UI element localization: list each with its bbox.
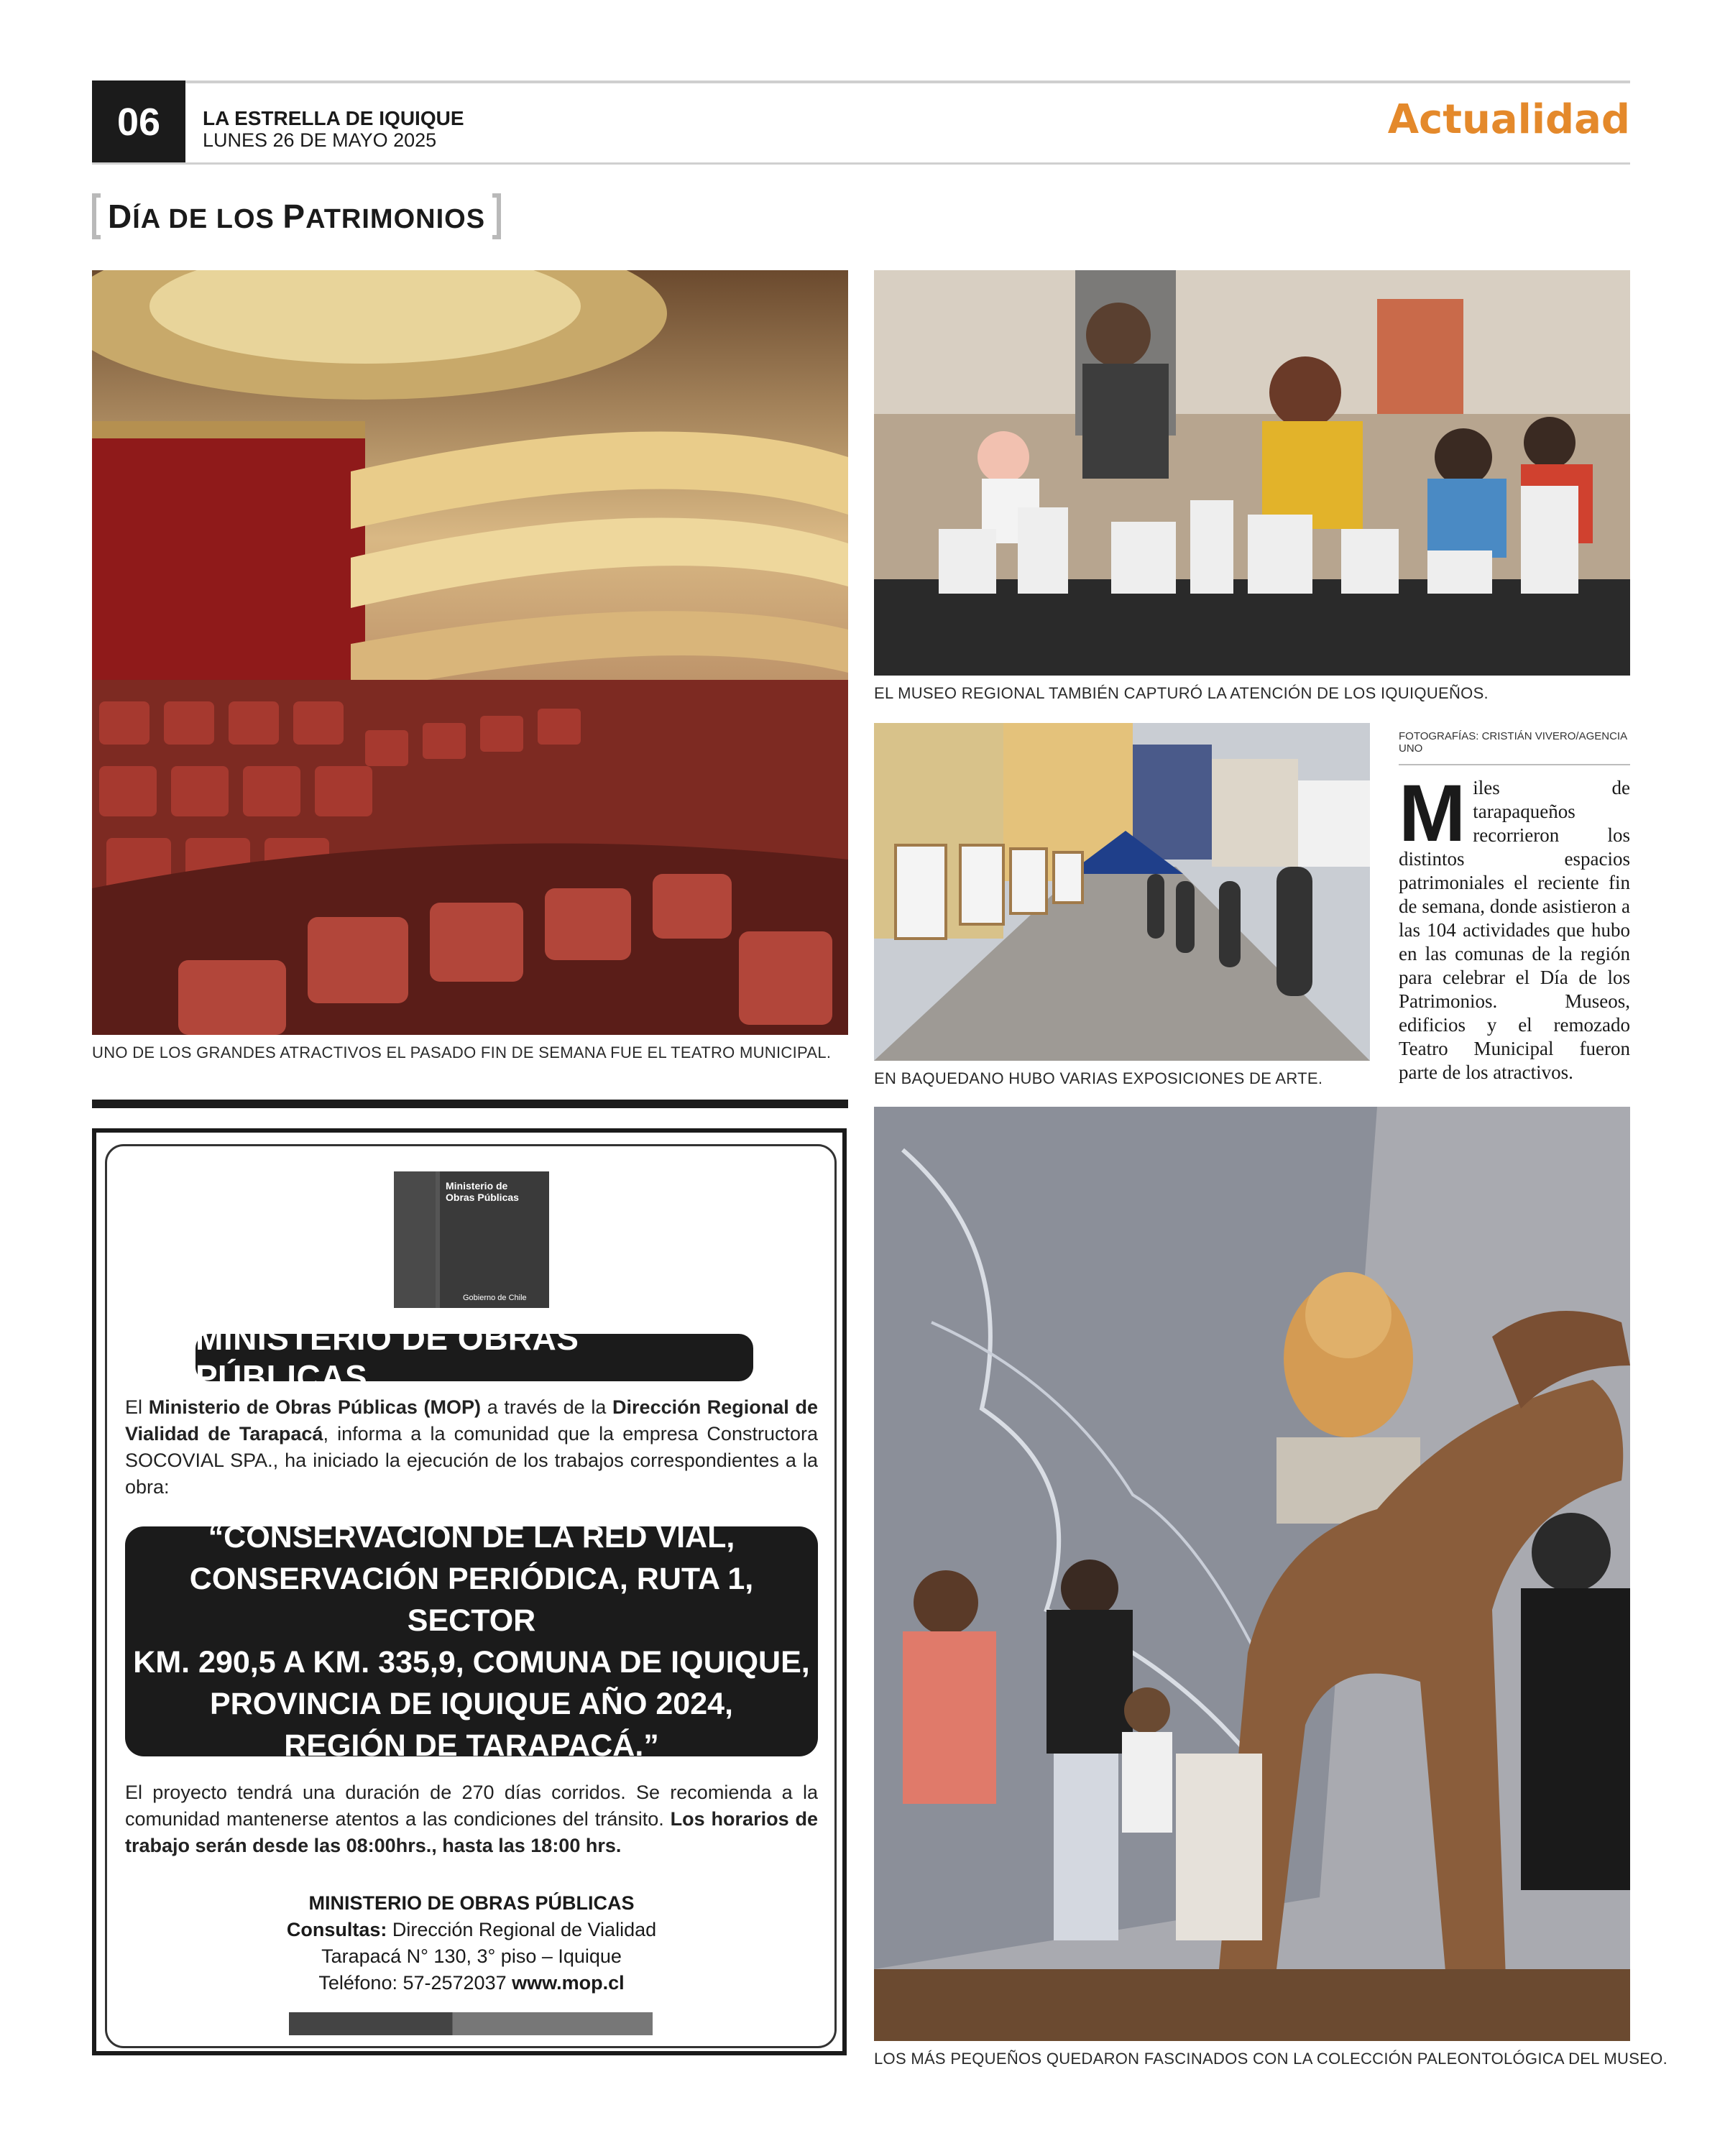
logo-divider xyxy=(436,1171,440,1308)
logo-government-text: Gobierno de Chile xyxy=(463,1294,527,1302)
fossil-caption: LOS MÁS PEQUEÑOS QUEDARON FASCINADOS CON LA COLECCIÓN PALEONTOLÓGICA DEL MUSEO. xyxy=(874,2050,1668,2068)
project-title-line: “CONSERVACIÓN DE LA RED VIAL, xyxy=(208,1520,735,1554)
kicker-bracket-left xyxy=(92,193,101,239)
fossil-photo xyxy=(874,1107,1630,2041)
ad-contact xyxy=(125,1890,818,1996)
kicker-text: DÍA DE LOS PATRIMONIOS xyxy=(108,198,486,235)
project-title-line: CONSERVACIÓN PERIÓDICA, RUTA 1, SECTOR xyxy=(189,1562,754,1638)
contact-address: Tarapacá N° 130, 3° piso – Iquique xyxy=(321,1945,622,1967)
section-kicker xyxy=(92,193,501,240)
credit-rule xyxy=(1399,764,1630,765)
ad-title: MINISTERIO DE OBRAS PÚBLICAS xyxy=(196,1334,753,1381)
contact-phone: Teléfono: 57-2572037 www.mop.cl xyxy=(318,1972,625,1994)
page-number: 06 xyxy=(92,80,185,164)
drop-cap: M xyxy=(1399,768,1466,858)
street-photo xyxy=(874,723,1370,1061)
project-title-box xyxy=(125,1520,818,1763)
section-name: Actualidad xyxy=(1387,96,1630,143)
contact-title: MINISTERIO DE OBRAS PÚBLICAS xyxy=(308,1892,635,1914)
contact-website[interactable]: www.mop.cl xyxy=(512,1972,625,1994)
article-text: iles de tarapaqueños recorrieron los distintos espacios patrimoniales el reciente fin de semana, donde asistieron a las 104 actividades que hubo en las comunas de la región para celebrar el Día de los Patrimonios. Museos, edificios y el remozado Teatro Municipal fueron parte de los atractivos. xyxy=(1399,777,1630,1083)
theatre-photo xyxy=(92,270,848,1035)
ad-intro: El Ministerio de Obras Públicas (MOP) a través de la Dirección Regional de Vialidad de Tarapacá, informa a la comunidad que la empresa Constructora SOCOVIAL SPA., ha iniciado la ejecución de los trabajos correspondientes a la obra: xyxy=(125,1396,818,1498)
kicker-bracket-right xyxy=(492,193,501,239)
header-bottom-rule xyxy=(92,162,1630,165)
project-title-line: KM. 290,5 A KM. 335,9, COMUNA DE IQUIQUE, xyxy=(133,1645,810,1680)
issue-date: LUNES 26 DE MAYO 2025 xyxy=(203,129,437,151)
street-caption: EN BAQUEDANO HUBO VARIAS EXPOSICIONES DE ARTE. xyxy=(874,1069,1323,1087)
mop-logo xyxy=(394,1171,549,1308)
logo-left-panel xyxy=(394,1171,436,1308)
museum-caption: EL MUSEO REGIONAL TAMBIÉN CAPTURÓ LA ATENCIÓN DE LOS IQUIQUEÑOS. xyxy=(874,684,1489,702)
newspaper-name: LA ESTRELLA DE IQUIQUE xyxy=(203,107,464,129)
project-title-line: REGIÓN DE TARAPACÁ.” xyxy=(284,1728,659,1763)
project-title-line: PROVINCIA DE IQUIQUE AÑO 2024, xyxy=(210,1687,733,1721)
article-body xyxy=(1399,768,1630,1084)
contact-consultas: Consultas: Dirección Regional de Vialidad xyxy=(286,1919,657,1940)
logo-ministry-text: Ministerio de Obras Públicas xyxy=(446,1180,519,1203)
ad-bottom-bar xyxy=(289,2012,653,2035)
theatre-caption: UNO DE LOS GRANDES ATRACTIVOS EL PASADO FIN DE SEMANA FUE EL TEATRO MUNICIPAL. xyxy=(92,1044,832,1061)
ad-duration: El proyecto tendrá una duración de 270 días corridos. Se recomienda a la comunidad mantenerse atentos a las condiciones del tránsito. Los horarios de trabajo serán desde las 08:00hrs., hasta las 18:00 hrs. xyxy=(125,1782,818,1856)
header-top-rule xyxy=(92,80,1630,83)
masthead xyxy=(203,108,464,151)
museum-photo xyxy=(874,270,1630,676)
separator-bar xyxy=(92,1100,848,1108)
photo-credit: FOTOGRAFÍAS: CRISTIÁN VIVERO/AGENCIA UNO xyxy=(1399,730,1627,755)
